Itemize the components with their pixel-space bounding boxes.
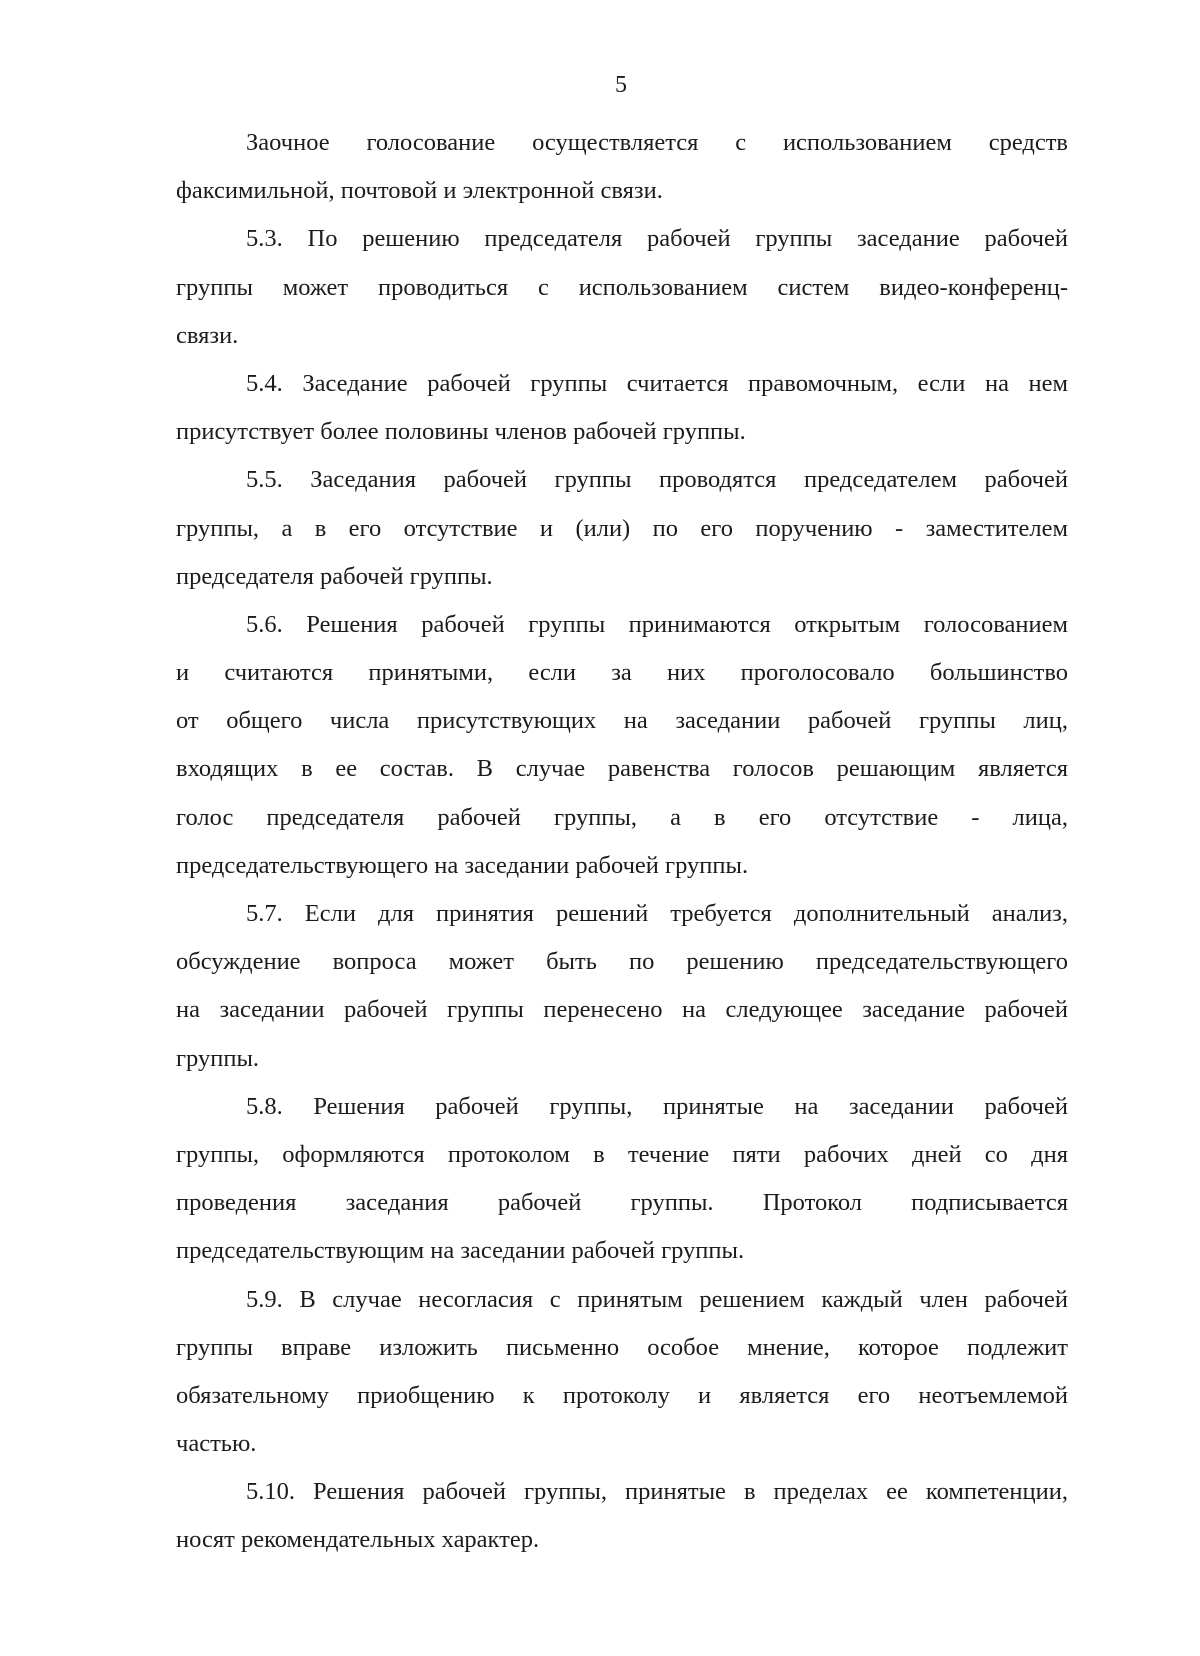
paragraph-line: входящих в ее состав. В случае равенства голосов решающим является bbox=[176, 755, 1068, 783]
paragraph-line: голос председателя рабочей группы, а в его отсутствие - лица, bbox=[176, 803, 1068, 831]
paragraph-line: Заочное голосование осуществляется с использованием средств bbox=[246, 129, 1068, 156]
paragraph-line: связи. bbox=[176, 321, 239, 349]
paragraph-line: 5.8. Решения рабочей группы, принятые на заседании рабочей bbox=[246, 1092, 1068, 1120]
paragraph-line: частью. bbox=[176, 1430, 257, 1458]
paragraph-line: проведения заседания рабочей группы. Протокол подписывается bbox=[176, 1189, 1068, 1217]
paragraph bbox=[176, 224, 1068, 369]
paragraph-line: 5.9. В случае несогласия с принятым решением каждый член рабочей bbox=[246, 1285, 1068, 1313]
paragraph-line: группы. bbox=[176, 1044, 260, 1072]
paragraph-line: 5.7. Если для принятия решений требуется дополнительный анализ, bbox=[246, 900, 1068, 927]
paragraph bbox=[176, 1092, 1068, 1285]
paragraph-line: присутствует более половины членов рабочей группы. bbox=[176, 418, 746, 446]
paragraph-line: 5.4. Заседание рабочей группы считается правомочным, если на нем bbox=[246, 369, 1068, 397]
paragraph-line: носят рекомендательных характер. bbox=[176, 1526, 540, 1554]
paragraph bbox=[176, 128, 1068, 224]
paragraph-line: 5.3. По решению председателя рабочей группы заседание рабочей bbox=[246, 225, 1068, 253]
paragraph bbox=[176, 899, 1068, 1092]
paragraph-line: от общего числа присутствующих на заседании рабочей группы лиц, bbox=[176, 707, 1068, 735]
paragraph-line: группы вправе изложить письменно особое мнение, которое подлежит bbox=[176, 1333, 1068, 1361]
paragraph bbox=[176, 1477, 1068, 1573]
paragraph bbox=[176, 610, 1068, 899]
paragraph-line: 5.5. Заседания рабочей группы проводятся председателем рабочей bbox=[246, 466, 1068, 494]
page-number: 5 bbox=[615, 72, 627, 98]
paragraph-line: и считаются принятыми, если за них проголосовало большинство bbox=[176, 659, 1068, 687]
paragraph bbox=[176, 369, 1068, 465]
paragraph-line: 5.6. Решения рабочей группы принимаются открытым голосованием bbox=[246, 610, 1068, 638]
paragraph bbox=[176, 1285, 1068, 1478]
paragraph-line: факсимильной, почтовой и электронной связи. bbox=[176, 177, 663, 205]
paragraph-line: обязательному приобщению к протоколу и является его неотъемлемой bbox=[176, 1381, 1068, 1409]
paragraph-line: группы, оформляются протоколом в течение пяти рабочих дней со дня bbox=[176, 1140, 1068, 1168]
paragraph-line: обсуждение вопроса может быть по решению председательствующего bbox=[176, 948, 1068, 976]
paragraph-line: председательствующего на заседании рабочей группы. bbox=[176, 851, 749, 879]
paragraph bbox=[176, 465, 1068, 610]
paragraph-line: председательствующим на заседании рабочей группы. bbox=[176, 1237, 745, 1265]
paragraph-line: группы, а в его отсутствие и (или) по его поручению - заместителем bbox=[176, 514, 1068, 542]
paragraph-line: на заседании рабочей группы перенесено на следующее заседание рабочей bbox=[176, 996, 1068, 1024]
paragraph-line: председателя рабочей группы. bbox=[176, 562, 493, 590]
paragraph-line: 5.10. Решения рабочей группы, принятые в пределах ее компетенции, bbox=[246, 1478, 1068, 1506]
document-body bbox=[176, 128, 1068, 1574]
paragraph-line: группы может проводиться с использованием систем видео-конференц- bbox=[176, 273, 1068, 301]
